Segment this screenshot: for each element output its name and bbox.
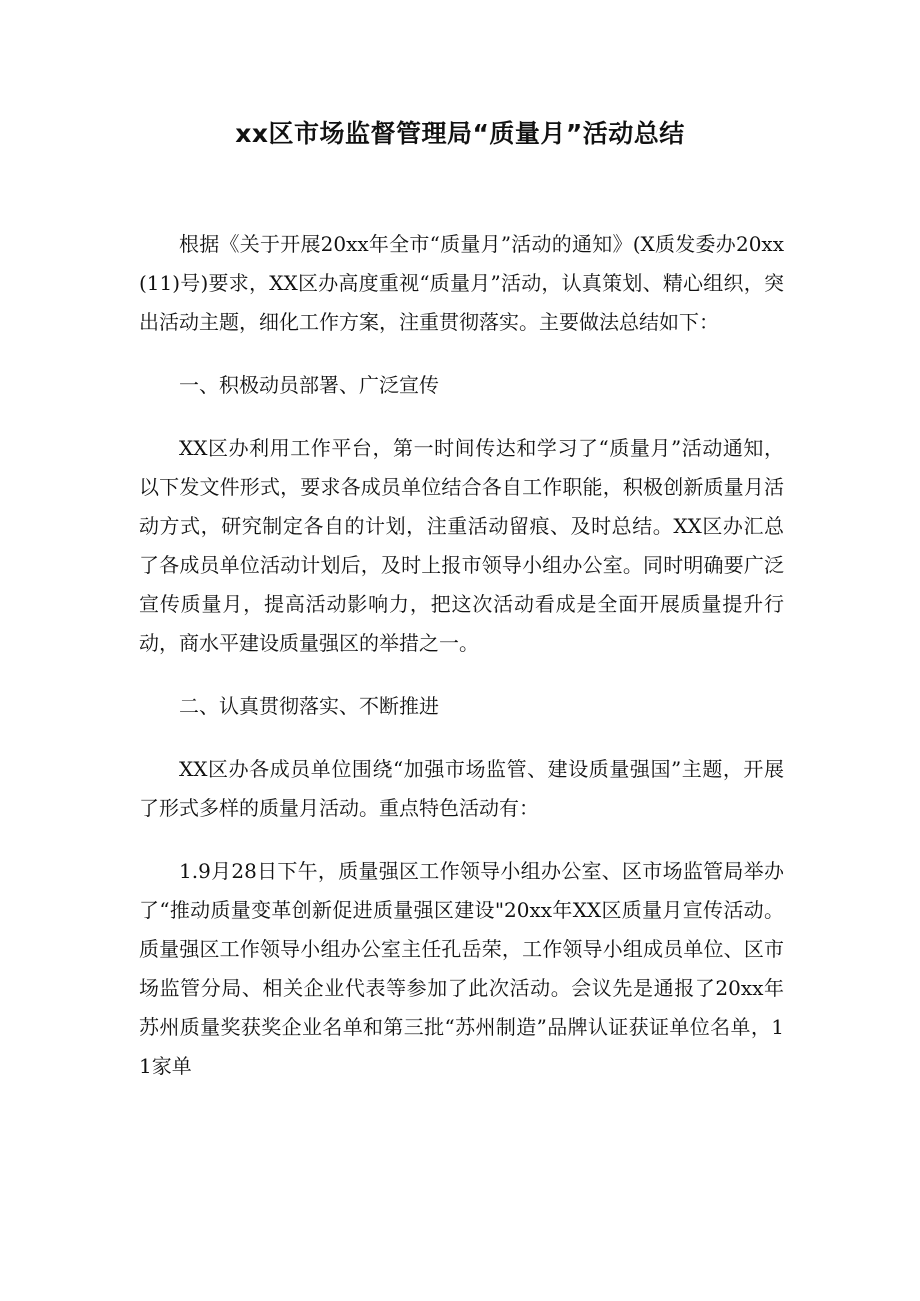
section-heading-2: 二、认真贯彻落实、不断推进 xyxy=(179,694,439,718)
paragraph-section-1: XX区办利用工作平台，第一时间传达和学习了“质量月”活动通知，以下发文件形式，要求各成员单位结合各自工作职能，积极创新质量月活动方式，研究制定各自的计划，注重活动留痕、及时总结。XX区办汇总了各成员单位活动计划后，及时上报市领导小组办公室。同时明确要广泛宣传质量月，提高活动影响力，把这次活动看成是全面开展质量提升行动，商水平建设质量强区的举措之一。 xyxy=(139,436,784,655)
paragraph-intro: 根据《关于开展20xx年全市“质量月”活动的通知》(X质发委办20xx(11)号)要求，XX区办高度重视“质量月”活动，认真策划、精心组织，突出活动主题，细化工作方案，注重贯彻落实。主要做法总结如下： xyxy=(139,232,784,334)
paragraph-item-1: 1.9月28日下午，质量强区工作领导小组办公室、区市场监管局举办了“推动质量变革创新促进质量强区建设"20xx年XX区质量月宣传活动。质量强区工作领导小组办公室主任孔岳荣，工作领导小组成员单位、区市场监管分局、相关企业代表等参加了此次活动。会议先是通报了20xx年苏州质量奖获奖企业名单和第三批“苏州制造”品牌认证获证单位名单，11家单 xyxy=(139,859,784,1078)
paragraph-section-2: XX区办各成员单位围绕“加强市场监管、建设质量强国”主题，开展了形式多样的质量月活动。重点特色活动有： xyxy=(139,757,784,820)
section-heading-1: 一、积极动员部署、广泛宣传 xyxy=(179,373,439,397)
document-title: xx区市场监督管理局“质量月”活动总结 xyxy=(235,119,685,148)
document-body xyxy=(139,225,784,1110)
